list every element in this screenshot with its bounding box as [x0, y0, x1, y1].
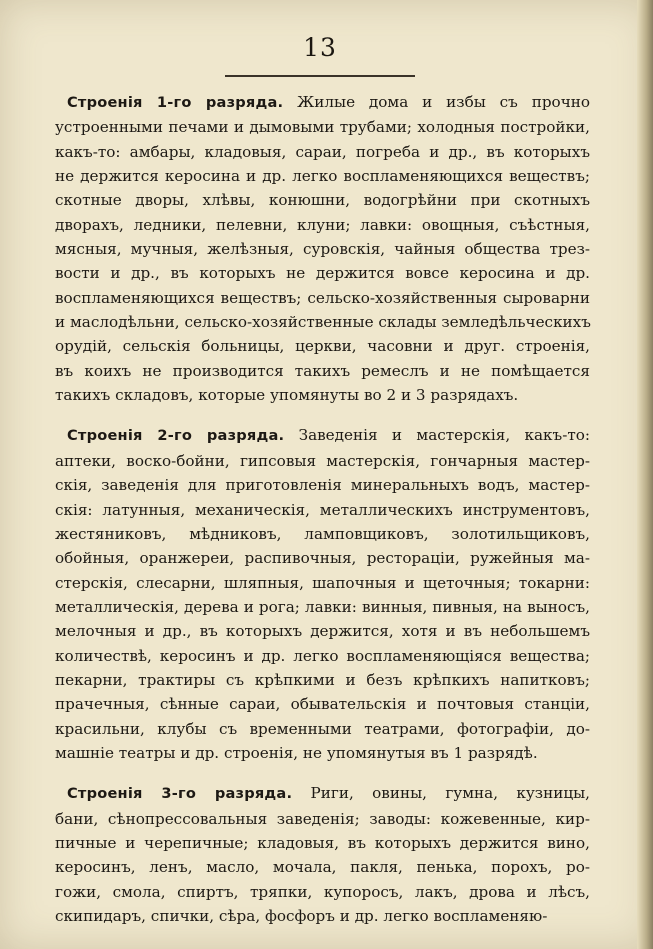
text-line: скія, заведенія для приготовленія минеральныхъ водъ, мастер- — [55, 476, 590, 495]
section-heading: Строенія 1-го разряда. — [67, 94, 284, 111]
text-line: мелочныя и др., въ которыхъ держится, хотя и въ небольшемъ — [55, 622, 590, 641]
text-line: пекарни, трактиры съ крѣпкими и безъ крѣпкихъ напитковъ; — [55, 670, 590, 689]
line-text: Жилые дома и избы съ прочно — [297, 93, 590, 111]
text-line: мясныя, мучныя, желѣзныя, суровскія, чайныя общества трез- — [55, 240, 590, 259]
text-line: красильни, клубы съ временными театрами, фотографіи, до- — [55, 719, 590, 738]
text-line: жестяниковъ, мѣдниковъ, ламповщиковъ, золотильщиковъ, — [55, 524, 590, 543]
page-number-rule — [225, 75, 415, 77]
text-line: металлическія, дерева и рога; лавки: винныя, пивныя, на выносъ, — [55, 597, 590, 616]
text-line: количествѣ, керосинъ и др. легко воспламеняющіяся вещества; — [55, 646, 590, 665]
paragraph-3 — [55, 781, 590, 928]
text-line — [55, 90, 590, 115]
text-line: стерскія, слесарни, шляпныя, шапочныя и щеточныя; токарни: — [55, 573, 590, 592]
text-line: прачечныя, сѣнные сараи, обывательскія и почтовыя станціи, — [55, 695, 590, 714]
text-line: орудій, сельскія больницы, церкви, часовни и друг. строенія, — [55, 337, 590, 356]
page-number: 13 — [303, 33, 337, 62]
paragraph-2 — [55, 423, 590, 765]
text-line — [55, 781, 590, 806]
page-edge — [637, 0, 653, 949]
text-line: аптеки, воско-бойни, гипсовыя мастерскія, гончарныя мастер- — [55, 451, 590, 470]
text-line: устроенными печами и дымовыми трубами; холодныя постройки, — [55, 118, 590, 137]
text-line: гожи, смола, спиртъ, тряпки, купоросъ, лакъ, дрова и лѣсъ, — [55, 882, 590, 901]
line-text: Риги, овины, гумна, кузницы, — [310, 784, 590, 803]
section-heading: Строенія 2-го разряда. — [67, 427, 285, 445]
text-line: машніе театры и др. строенія, не упомянутыя въ 1 разрядѣ. — [55, 743, 538, 762]
text-line: обойныя, оранжереи, распивочныя, рестораціи, ружейныя ма- — [55, 549, 590, 568]
section-heading: Строенія 3-го разряда. — [67, 785, 293, 803]
text-line: керосинъ, ленъ, масло, мочала, пакля, пенька, порохъ, ро- — [55, 858, 590, 877]
text-line: воспламеняющихся веществъ; сельско-хозяйственныя сыроварни — [55, 288, 590, 307]
text-line — [55, 423, 590, 448]
text-line: скипидаръ, спички, сѣра, фосфоръ и др. легко воспламеняю- — [55, 907, 548, 925]
text-line: и маслодѣльни, сельско-хозяйственные склады земледѣльческихъ — [55, 313, 591, 332]
body-text — [55, 90, 590, 944]
text-line: пичные и черепичные; кладовыя, въ которыхъ держится вино, — [55, 833, 590, 852]
text-line: дворахъ, ледники, пелевни, клуни; лавки: овощныя, съѣстныя, — [55, 215, 590, 234]
line-text: Заведенія и мастерскія, какъ-то: — [298, 426, 590, 445]
text-line: въ коихъ не производится такихъ ремеслъ и не помѣщается — [55, 361, 590, 380]
text-line: не держится керосина и др. легко воспламеняющихся веществъ; — [55, 167, 590, 186]
text-line: какъ-то: амбары, кладовыя, сараи, погреба и др., въ которыхъ — [55, 142, 590, 161]
paragraph-1 — [55, 90, 590, 407]
text-line: такихъ складовъ, которые упомянуты во 2 и 3 разрядахъ. — [55, 386, 519, 405]
text-line: скія: латунныя, механическія, металлическихъ инструментовъ, — [55, 500, 590, 519]
text-line: бани, сѣнопрессовальныя заведенія; заводы: кожевенные, кир- — [55, 809, 590, 828]
text-line: скотные дворы, хлѣвы, конюшни, водогрѣйни при скотныхъ — [55, 191, 590, 210]
text-line: вости и др., въ которыхъ не держится вовсе керосина и др. — [55, 264, 590, 283]
